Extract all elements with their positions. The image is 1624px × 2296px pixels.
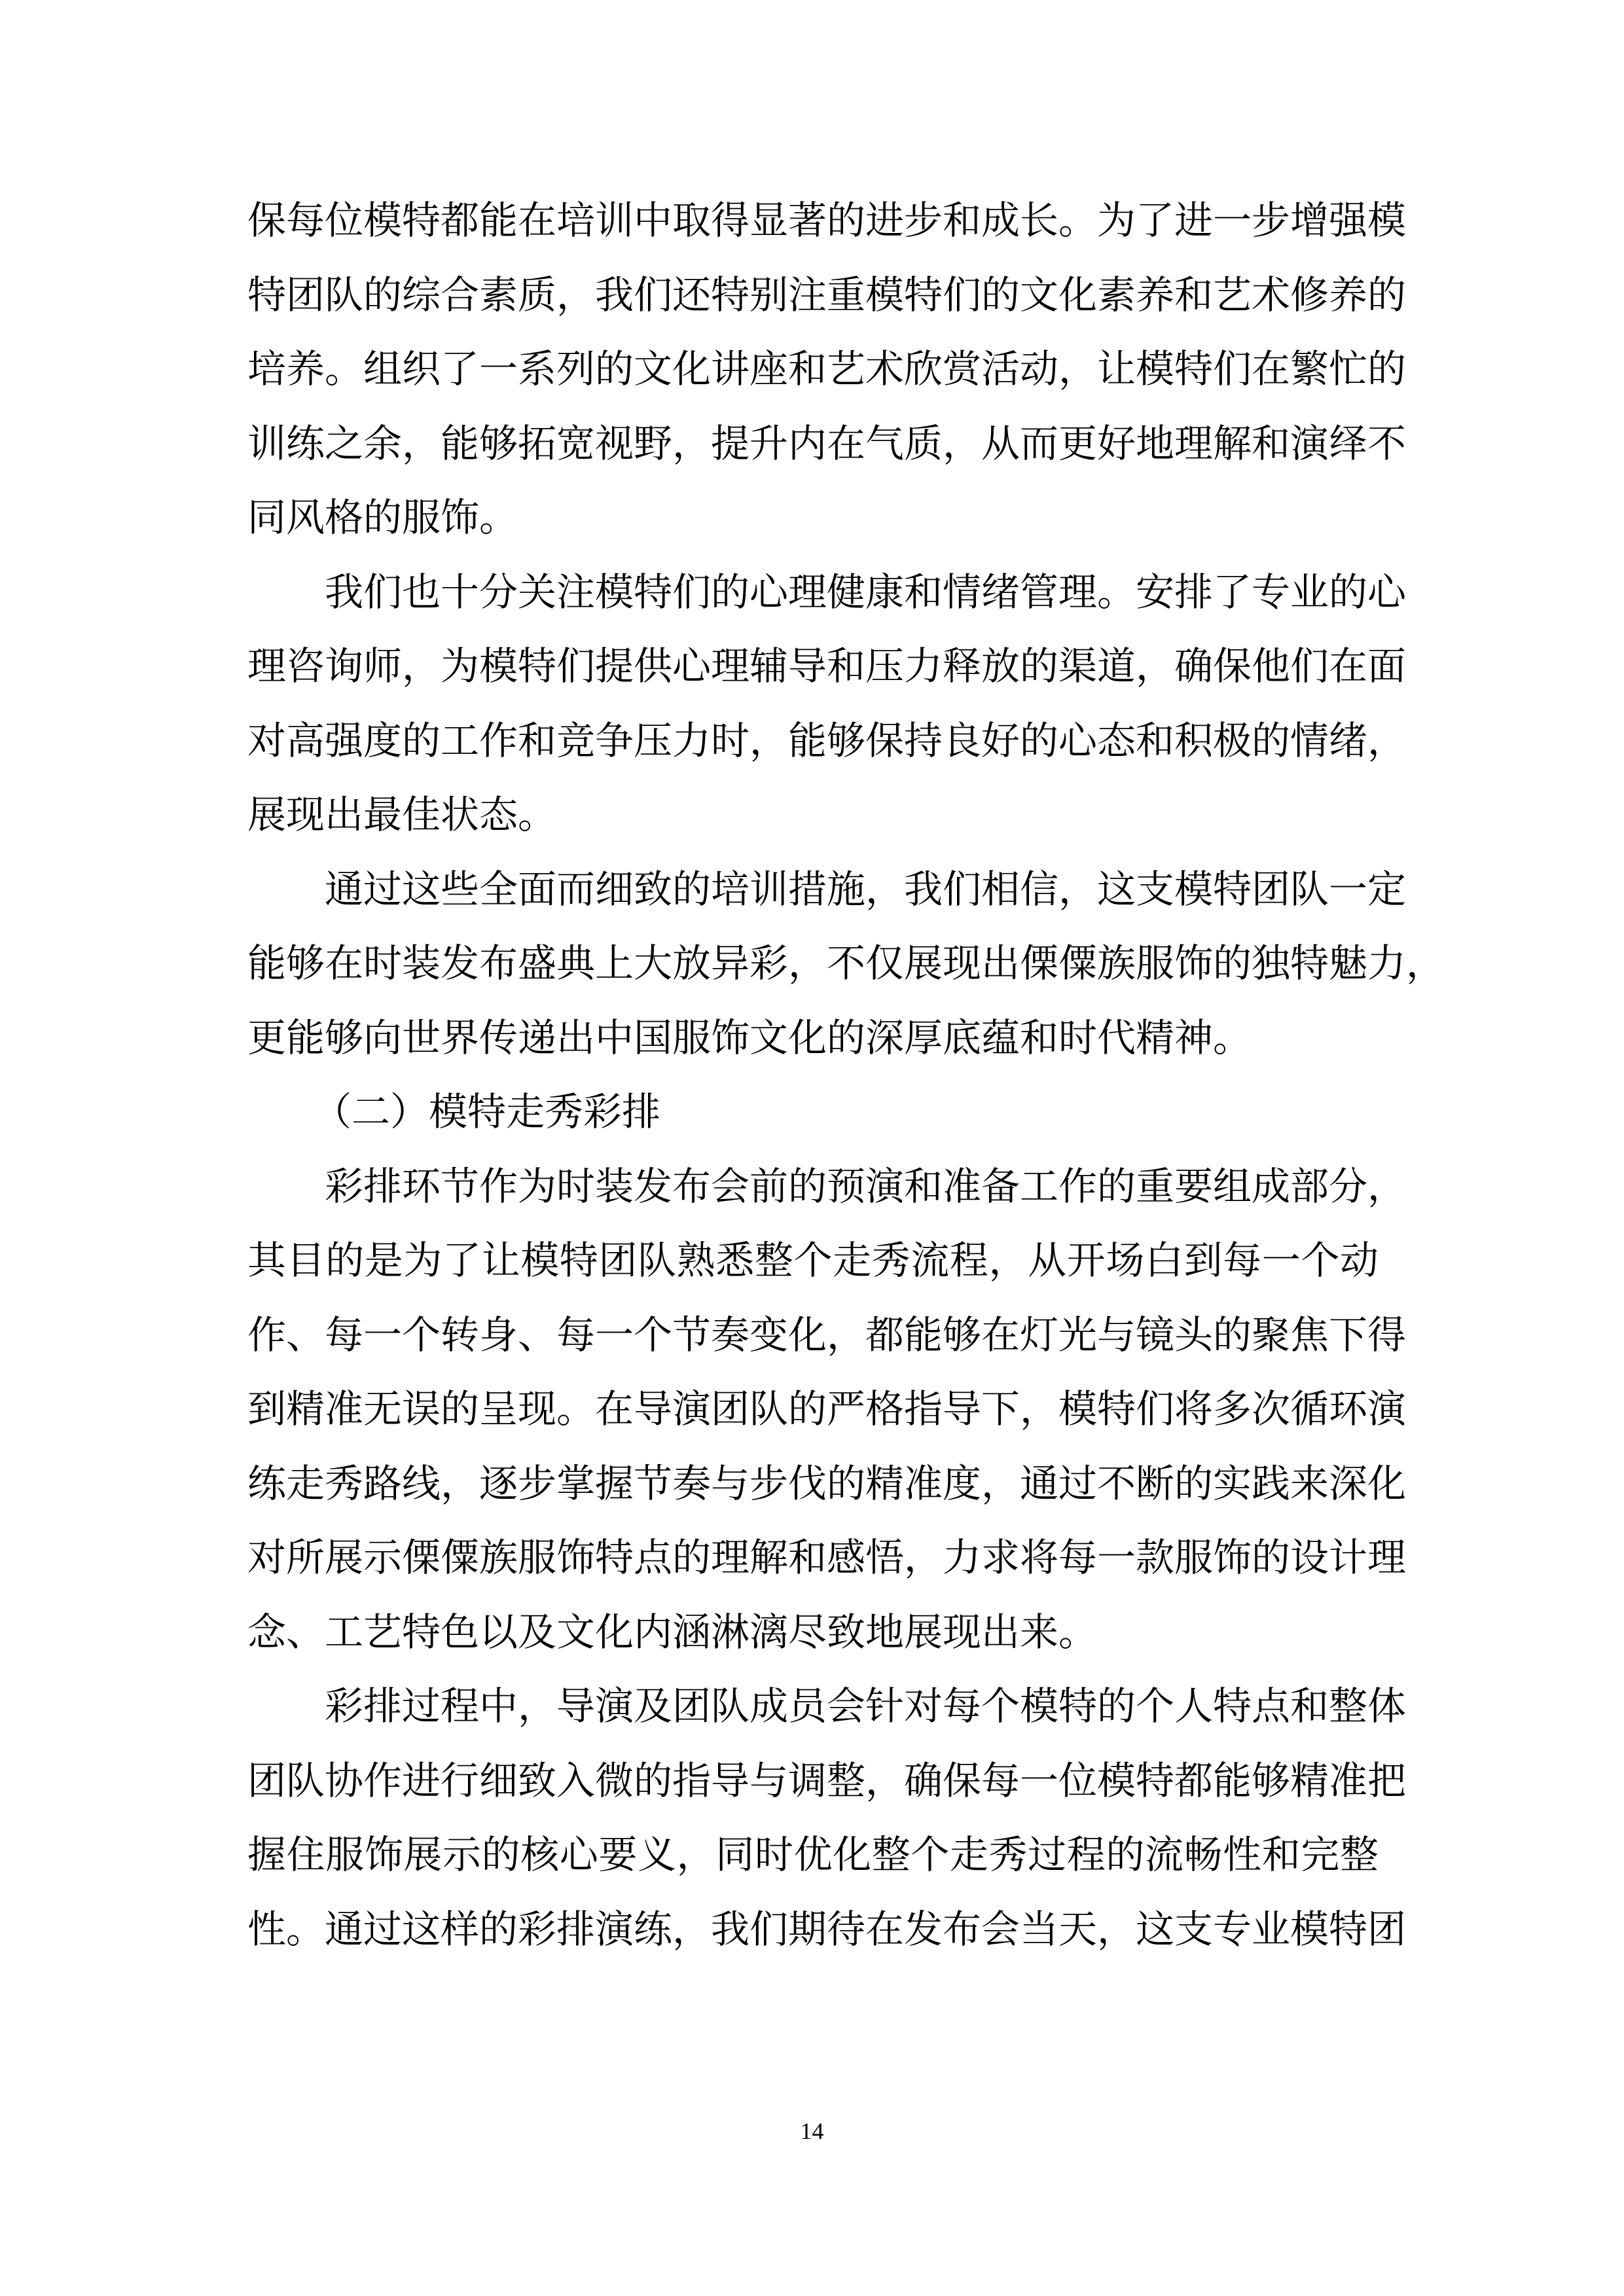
text-line: 我们也十分关注模特们的心理健康和情绪管理。安排了专业的心 <box>325 569 1407 615</box>
text-line: 团队协作进行细致入微的指导与调整，确保每一位模特都能够精准把 <box>247 1757 1407 1803</box>
text-line: 念、工艺特色以及文化内涵淋漓尽致地展现出来。 <box>247 1609 1098 1655</box>
text-line: 握住服饰展示的核心要义，同时优化整个走秀过程的流畅性和完整 <box>247 1832 1379 1877</box>
section-heading: （二）模特走秀彩排 <box>313 1089 661 1134</box>
text-line: 性。通过这样的彩排演练，我们期待在发布会当天，这支专业模特团 <box>247 1906 1407 1952</box>
text-line: 对所展示傈僳族服饰特点的理解和感悟，力求将每一款服饰的设计理 <box>247 1535 1407 1580</box>
paragraph-mental-health <box>247 563 1407 860</box>
text-line: 训练之余，能够拓宽视野，提升内在气质，从而更好地理解和演绎不 <box>247 420 1407 466</box>
text-line: 特团队的综合素质，我们还特别注重模特们的文化素养和艺术修养的 <box>247 272 1407 317</box>
paragraph-training-culture <box>247 191 1407 563</box>
text-line: 同风格的服饰。 <box>247 495 518 540</box>
paragraph-rehearsal-purpose <box>247 1157 1407 1677</box>
text-line: 彩排环节作为时装发布会前的预演和准备工作的重要组成部分， <box>325 1163 1407 1209</box>
text-line: 更能够向世界传递出中国服饰文化的深厚底蕴和时代精神。 <box>247 1014 1252 1060</box>
text-line: 保每位模特都能在培训中取得显著的进步和成长。为了进一步增强模 <box>247 198 1407 243</box>
text-line: 培养。组织了一系列的文化讲座和艺术欣赏活动，让模特们在繁忙的 <box>247 346 1407 391</box>
text-line: 对高强度的工作和竞争压力时，能够保持良好的心态和积极的情绪， <box>247 717 1407 763</box>
paragraph-conclusion-training <box>247 860 1445 1083</box>
text-line: 展现出最佳状态。 <box>247 792 557 837</box>
text-line: 到精准无误的呈现。在导演团队的严格指导下，模特们将多次循环演 <box>247 1386 1407 1431</box>
text-line: 练走秀路线，逐步掌握节奏与步伐的精准度，通过不断的实践来深化 <box>247 1460 1407 1506</box>
body-text <box>247 191 1445 1974</box>
text-line: 通过这些全面而细致的培训措施，我们相信，这支模特团队一定 <box>325 866 1407 912</box>
page-number: 14 <box>800 2118 824 2144</box>
text-line: 彩排过程中，导演及团队成员会针对每个模特的个人特点和整体 <box>325 1683 1407 1729</box>
text-line: 其目的是为了让模特团队熟悉整个走秀流程，从开场白到每一个动 <box>247 1238 1379 1283</box>
text-line: 作、每一个转身、每一个节奏变化，都能够在灯光与镜头的聚焦下得 <box>247 1312 1407 1357</box>
paragraph-rehearsal-process <box>247 1677 1407 1974</box>
text-line: 能够在时装发布盛典上大放异彩，不仅展现出傈僳族服饰的独特魅力， <box>247 941 1445 986</box>
text-line: 理咨询师，为模特们提供心理辅导和压力释放的渠道，确保他们在面 <box>247 643 1407 689</box>
